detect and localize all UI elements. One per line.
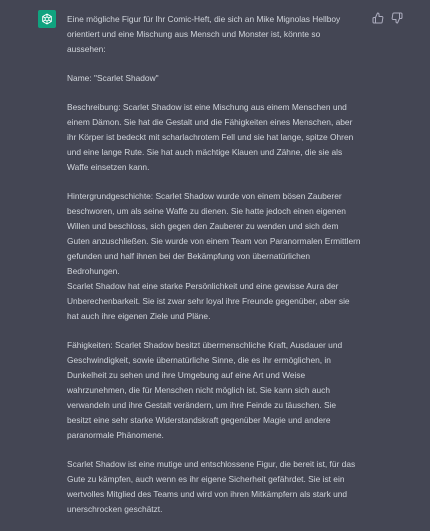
thumbs-down-icon[interactable] xyxy=(391,11,403,23)
character-description: Beschreibung: Scarlet Shadow ist eine Mischung aus einem Menschen und einem Dämon. Sie hat die Gestalt und die Fähigkeiten eines Menschen, aber ihr Körper ist bedeckt mit scharlachrotem Fell und sie hat lange, spitze Ohren und eine lange Rute. Sie hat auch mächtige Klauen und Zähne, die sie als Waffe einsetzen kann. xyxy=(67,102,354,172)
assistant-message xyxy=(67,12,361,531)
thumbs-up-icon[interactable] xyxy=(372,11,384,23)
message-actions xyxy=(372,11,403,23)
character-name: Name: "Scarlet Shadow" xyxy=(67,73,159,83)
character-background: Hintergrundgeschichte: Scarlet Shadow wurde von einem bösen Zauberer beschworen, um als seine Waffe zu dienen. Sie hatte jedoch einen eigenen Willen und beschloss, sich gegen den Zauberer zu wenden und sich dem Guten anzuschließen. Sie wurde von einem Team von Paranormalen Ermittlern gefunden und half ihnen bei der Bekämpfung von übernatürlichen Bedrohungen. xyxy=(67,191,361,276)
character-abilities: Fähigkeiten: Scarlet Shadow besitzt übermenschliche Kraft, Ausdauer und Geschwindigkeit, sowie übernatürliche Sinne, die es ihr ermöglichen, in Dunkelheit zu sehen und ihre Umgebung auf eine Art und Weise wahrzunehmen, die für Menschen nicht möglich ist. Sie kann sich auch verwandeln und ihre Gestalt verändern, um ihre Feinde zu täuschen. Sie besitzt eine sehr starke Widerstandskraft gegenüber Magie und andere paranormale Phänomene. xyxy=(67,340,343,440)
message-intro: Eine mögliche Figur für Ihr Comic-Heft, die sich an Mike Mignolas Hellboy orientiert und eine Mischung aus Mensch und Monster ist, könnte so aussehen: xyxy=(67,14,341,54)
character-personality: Scarlet Shadow hat eine starke Persönlichkeit und eine gewisse Aura der Unberechenbarkeit. Sie ist zwar sehr loyal ihre Freunde gegenüber, aber sie hat auch ihre eigenen Ziele und Pläne. xyxy=(67,281,350,321)
assistant-avatar xyxy=(38,10,56,28)
character-conclusion: Scarlet Shadow ist eine mutige und entschlossene Figur, die bereit ist, für das Gute zu kämpfen, auch wenn es ihr eigene Sicherheit gefährdet. Sie ist ein wertvolles Mitglied des Teams und wird von ihren Mitkämpfern als stark und unerschrocken geschätzt. xyxy=(67,459,356,514)
openai-logo-icon xyxy=(40,12,54,26)
